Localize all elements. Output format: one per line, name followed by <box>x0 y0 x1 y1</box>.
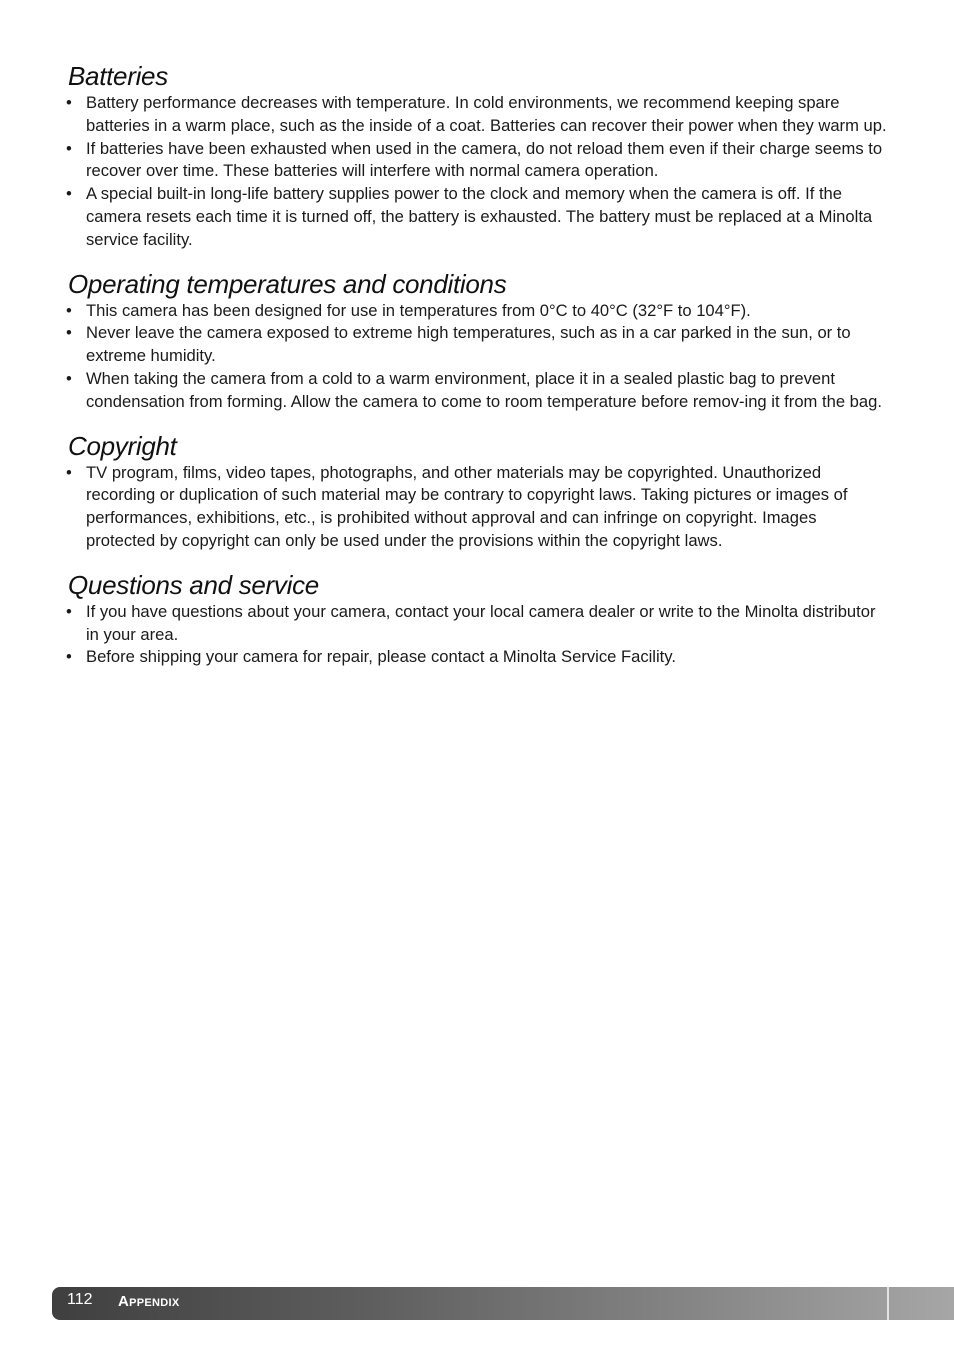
footer-label: Appendix <box>118 1293 180 1310</box>
list-item: • Before shipping your camera for repair, please contact a Minolta Service Facility. <box>68 646 888 669</box>
list-item: • This camera has been designed for use in temperatures from 0°C to 40°C (32°F to 104°F). <box>68 300 888 323</box>
section-title: Copyright <box>68 430 177 461</box>
list-item: • Battery performance decreases with temperature. In cold environments, we recommend keeping spare batteries in a warm place, such as the inside of a coat. Batteries can recover their power when they warm up. <box>68 92 888 138</box>
list-item: • If you have questions about your camera, contact your local camera dealer or write to the Minolta distributor in your area. <box>68 601 888 647</box>
section-questions-and-service <box>68 569 888 669</box>
list-item: • If batteries have been exhausted when used in the camera, do not reload them even if their charge seems to recover over time. These batteries will interfere with normal camera operation. <box>68 138 888 184</box>
list-item: • A special built-in long-life battery supplies power to the clock and memory when the camera is off. If the camera resets each time it is turned off, the battery is exhausted. The battery must be replaced at a Minolta service facility. <box>68 183 888 251</box>
section-batteries <box>68 60 888 252</box>
section-copyright <box>68 430 888 553</box>
bullet-list <box>68 92 888 252</box>
list-item: • When taking the camera from a cold to a warm environment, place it in a sealed plastic bag to prevent condensation from forming. Allow the camera to come to room temperature before remov-ing it from the bag. <box>68 368 888 414</box>
section-title: Batteries <box>68 61 168 91</box>
footer-bar <box>52 1287 954 1320</box>
section-title: Questions and service <box>68 569 319 600</box>
list-item: • TV program, films, video tapes, photographs, and other materials may be copyrighted. Unauthorized recording or duplication of such material may be contrary to copyright laws. Taking pictures or images of performances, exhibitions, etc., is prohibited without approval and can infringe on copyright. Images protected by copyright can only be used under the provisions within the copyright laws. <box>68 462 888 553</box>
page-content <box>68 60 888 685</box>
page-number: 112 <box>67 1291 93 1308</box>
bullet-list <box>68 601 888 669</box>
section-title: Operating temperatures and conditions <box>68 268 507 299</box>
list-item: • Never leave the camera exposed to extreme high temperatures, such as in a car parked in the sun, or to extreme humidity. <box>68 322 888 368</box>
bullet-list <box>68 462 888 553</box>
section-operating-temperatures <box>68 268 888 414</box>
bullet-list <box>68 300 888 414</box>
